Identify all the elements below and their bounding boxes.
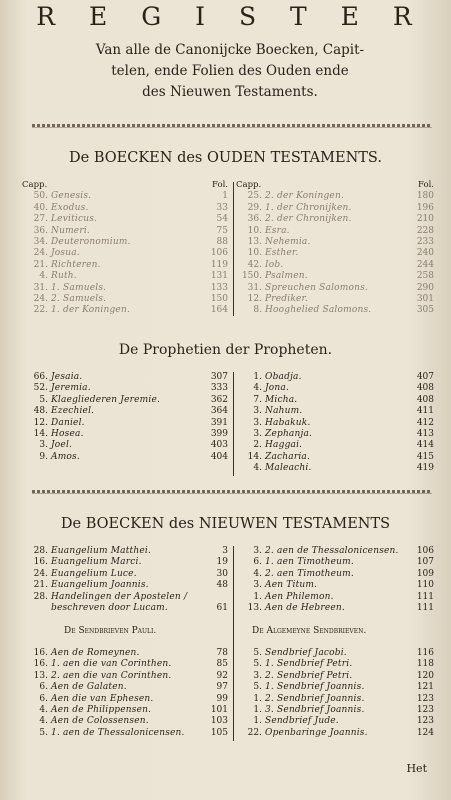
chapter-count: 24. <box>33 248 48 259</box>
column-divider <box>233 372 234 476</box>
book-name: Openbaringe Joannis. <box>265 727 368 738</box>
chapter-count: 50. <box>33 191 48 202</box>
register-row <box>22 580 228 591</box>
book-name: Daniel. <box>51 417 85 428</box>
ot-left-column <box>22 180 228 317</box>
folio-number: 107 <box>416 557 434 568</box>
chapter-count: 3. <box>253 670 262 681</box>
folio-number: 124 <box>416 727 434 738</box>
catchword: Het <box>406 762 427 775</box>
folio-number: 412 <box>416 417 434 428</box>
folio-number <box>202 592 228 603</box>
nt-right-column <box>236 546 434 614</box>
folio-number: 121 <box>416 682 434 693</box>
register-row <box>22 226 228 237</box>
book-name: Numeri. <box>51 225 90 236</box>
chapter-count: 6. <box>39 682 48 693</box>
chapter-count: 10. <box>247 248 262 259</box>
prophets-left-column <box>22 372 228 463</box>
chapter-count: 1. <box>253 693 262 704</box>
chapter-count: 34. <box>33 237 48 248</box>
fol-header: Fol. <box>212 180 228 190</box>
register-row <box>236 283 434 294</box>
column-divider <box>233 546 234 741</box>
folio-number: 111 <box>416 591 434 602</box>
folio-number: 228 <box>416 225 434 236</box>
folio-number: 105 <box>210 727 228 738</box>
register-row <box>22 694 228 705</box>
register-row <box>236 694 434 705</box>
register-row <box>236 226 434 237</box>
book-name: Aen de Colossensen. <box>51 716 149 727</box>
register-row <box>22 671 228 682</box>
folio-number: 88 <box>216 237 228 248</box>
book-name: Aen de Romeynen. <box>51 648 140 658</box>
folio-number: 123 <box>416 705 434 716</box>
chapter-count: 4. <box>39 271 48 282</box>
ornament-rule <box>32 124 432 127</box>
folio-number: 78 <box>216 648 228 658</box>
chapter-count: 3. <box>253 429 262 440</box>
folio-number: 120 <box>416 670 434 681</box>
book-name: 2. aen die van Corinthen. <box>51 670 172 681</box>
book-name: Maleachi. <box>265 463 312 474</box>
book-name: Aen die van Ephesen. <box>51 693 154 704</box>
register-row <box>236 728 434 739</box>
book-name: Obadja. <box>265 372 302 382</box>
chapter-count: 31. <box>33 282 48 293</box>
register-row <box>236 203 434 214</box>
folio-number: 123 <box>416 693 434 704</box>
book-name: Zacharia. <box>265 451 311 462</box>
chapter-count: 3. <box>253 417 262 428</box>
book-name: 3. Sendbrief Joannis. <box>265 705 365 716</box>
book-name: 1. aen Timotheum. <box>265 557 354 568</box>
chapter-count: 1. <box>253 716 262 727</box>
column-divider <box>233 182 234 316</box>
chapter-count: 13. <box>247 237 262 248</box>
folio-number: 408 <box>416 383 434 394</box>
subtitle-line: Van alle de Canonijcke Boecken, Capit- <box>95 42 365 58</box>
prophets-heading: De Prophetien der Propheten. <box>118 342 333 358</box>
chapter-count: 36. <box>33 225 48 236</box>
book-name: Klaegliederen Jeremie. <box>51 394 161 405</box>
chapter-count: 24. <box>33 568 48 579</box>
register-row <box>22 260 228 271</box>
register-row <box>22 546 228 557</box>
book-name: Hooghelied Salomons. <box>265 305 372 316</box>
book-name: Ezechiel. <box>51 406 95 417</box>
book-name: Haggai. <box>265 440 303 451</box>
book-name: 1. Sendbrief Joannis. <box>265 682 365 693</box>
register-row <box>22 383 228 394</box>
chapter-count: 40. <box>33 202 48 213</box>
book-name: Handelingen der Apostelen / <box>51 591 188 602</box>
general-epistles-caption: De Algemeyne Sendbrieven. <box>252 626 367 636</box>
register-row <box>236 546 434 557</box>
register-row <box>236 452 434 463</box>
page-title: R E G I S T E R <box>36 2 425 31</box>
register-row <box>22 659 228 670</box>
folio-number: 414 <box>416 440 434 451</box>
register-row <box>22 682 228 693</box>
folio-number: 109 <box>416 568 434 579</box>
chapter-count: 42. <box>247 259 262 270</box>
register-row <box>236 603 434 614</box>
register-row <box>22 429 228 440</box>
chapter-count: 1. <box>253 372 262 382</box>
subtitle-line: telen, ende Folien des Ouden ende <box>111 63 349 79</box>
register-row <box>22 406 228 417</box>
chapter-count: 7. <box>253 394 262 405</box>
book-name: Josua. <box>51 248 80 259</box>
chapter-count: 16. <box>33 557 48 568</box>
register-row <box>22 283 228 294</box>
folio-number: 97 <box>216 682 228 693</box>
prophets-right-column <box>236 372 434 475</box>
register-row <box>22 648 228 659</box>
chapter-count: 25. <box>247 191 262 202</box>
folio-number: 118 <box>416 659 434 670</box>
folio-number: 92 <box>216 670 228 681</box>
chapter-count: 14. <box>33 429 48 440</box>
chapter-count: 2. <box>253 440 262 451</box>
folio-number: 391 <box>210 417 228 428</box>
register-row <box>22 705 228 716</box>
register-row <box>22 728 228 739</box>
register-row <box>236 406 434 417</box>
chapter-count: 22. <box>33 305 48 316</box>
chapter-count: 13. <box>247 603 262 614</box>
register-row <box>236 569 434 580</box>
folio-number: 33 <box>216 202 228 213</box>
nt-left-column <box>22 546 228 614</box>
book-name: Euangelium Luce. <box>51 568 137 579</box>
folio-number: 48 <box>216 580 228 591</box>
register-row <box>22 305 228 316</box>
book-name: Aen Philemon. <box>265 591 334 602</box>
chapter-count: 9. <box>39 451 48 462</box>
chapter-count: 16. <box>33 659 48 670</box>
register-row <box>22 557 228 568</box>
book-name: Exodus. <box>51 202 89 213</box>
register-row <box>236 294 434 305</box>
book-name: Aen de Philippensen. <box>51 705 152 716</box>
register-row <box>236 716 434 727</box>
book-name: Aen Titum. <box>265 580 318 591</box>
register-row <box>236 271 434 282</box>
book-name: Jeremia. <box>51 383 91 394</box>
register-row <box>236 429 434 440</box>
book-name: Genesis. <box>51 191 92 202</box>
folio-number: 106 <box>210 248 228 259</box>
folio-number: 407 <box>416 372 434 382</box>
chapter-count: 1. <box>253 705 262 716</box>
ornament-rule <box>32 490 432 493</box>
book-name: 1. aen die van Corinthen. <box>51 659 172 670</box>
chapter-count: 21. <box>33 259 48 270</box>
book-name: 2. Samuels. <box>51 294 107 305</box>
register-row <box>22 418 228 429</box>
chapter-count: 12. <box>247 294 262 305</box>
folio-number: 196 <box>416 202 434 213</box>
folio-number: 116 <box>416 648 434 658</box>
register-row <box>236 682 434 693</box>
chapter-count: 5. <box>39 727 48 738</box>
folio-number: 290 <box>416 282 434 293</box>
register-row <box>236 305 434 316</box>
chapter-count: 22. <box>247 727 262 738</box>
book-name: Nehemia. <box>265 237 311 248</box>
folio-number: 103 <box>210 716 228 727</box>
chapter-count <box>22 603 51 614</box>
folio-number: 75 <box>216 225 228 236</box>
folio-number: 240 <box>416 248 434 259</box>
register-row <box>22 203 228 214</box>
new-testament-heading: De BOECKEN des NIEUWEN TESTAMENTS <box>60 516 391 532</box>
folio-number: 54 <box>216 214 228 225</box>
folio-number: 244 <box>416 259 434 270</box>
register-row <box>22 716 228 727</box>
book-name: 2. der Koningen. <box>265 191 345 202</box>
book-name: Amos. <box>51 451 80 462</box>
book-name: Spreuchen Salomons. <box>265 282 369 293</box>
folio-number: 419 <box>416 463 434 474</box>
old-testament-heading: De BOECKEN des OUDEN TESTAMENTS. <box>69 150 382 166</box>
chapter-count: 3. <box>253 406 262 417</box>
folio-number: 3 <box>222 546 228 556</box>
chapter-count: 36. <box>247 214 262 225</box>
chapter-count: 5. <box>253 648 262 658</box>
register-row <box>22 271 228 282</box>
folio-number: 413 <box>416 429 434 440</box>
book-name: Euangelium Joannis. <box>51 580 149 591</box>
folio-number: 131 <box>210 271 228 282</box>
folio-number: 399 <box>210 429 228 440</box>
register-row <box>236 705 434 716</box>
chapter-count: 14. <box>247 451 262 462</box>
book-name: Esra. <box>265 225 290 236</box>
chapter-count: 4. <box>39 705 48 716</box>
register-row <box>22 440 228 451</box>
chapter-count: 5. <box>39 394 48 405</box>
chapter-count: 6. <box>253 557 262 568</box>
folio-number: 404 <box>210 451 228 462</box>
folio-number: 411 <box>416 406 434 417</box>
book-name: Aen de Hebreen. <box>265 603 345 614</box>
chapter-count: 1. <box>253 591 262 602</box>
chapter-count: 29. <box>247 202 262 213</box>
folio-number: 110 <box>416 580 434 591</box>
folio-number: 403 <box>210 440 228 451</box>
book-name: 2. aen de Thessalonicensen. <box>265 546 399 556</box>
register-row <box>236 395 434 406</box>
book-name: Prediker. <box>265 294 309 305</box>
register-row <box>236 592 434 603</box>
capp-header: Capp. <box>236 180 262 190</box>
book-name: Habakuk. <box>265 417 311 428</box>
register-row <box>236 463 434 474</box>
fol-header: Fol. <box>418 180 434 190</box>
folio-number: 111 <box>416 603 434 614</box>
chapter-count: 150. <box>241 271 262 282</box>
chapter-count: 3. <box>253 580 262 591</box>
folio-number: 210 <box>416 214 434 225</box>
book-name: 2. Sendbrief Petri. <box>265 670 353 681</box>
book-name: 1. der Chronijken. <box>265 202 352 213</box>
chapter-count: 52. <box>33 383 48 394</box>
register-row <box>236 580 434 591</box>
book-name: Hosea. <box>51 429 84 440</box>
register-row <box>236 440 434 451</box>
folio-number: 133 <box>210 282 228 293</box>
register-row <box>22 592 228 603</box>
folio-number: 61 <box>216 603 228 614</box>
book-name: Sendbrief Jacobi. <box>265 648 347 658</box>
chapter-count: 5. <box>253 682 262 693</box>
folio-number: 123 <box>416 716 434 727</box>
chapter-count: 3. <box>39 440 48 451</box>
paul-epistles-column <box>22 648 228 739</box>
book-name: Leviticus. <box>51 214 98 225</box>
book-name: 2. Sendbrief Joannis. <box>265 693 365 704</box>
folio-number: 301 <box>416 294 434 305</box>
folio-number: 307 <box>210 372 228 382</box>
book-name: Nahum. <box>265 406 303 417</box>
folio-number: 150 <box>210 294 228 305</box>
book-name: Ruth. <box>51 271 77 282</box>
paul-epistles-caption: De Sendbrieven Pauli. <box>64 626 157 636</box>
general-epistles-column <box>236 648 434 739</box>
register-row <box>22 237 228 248</box>
folio-number: 99 <box>216 693 228 704</box>
chapter-count: 4. <box>253 568 262 579</box>
book-name: Euangelium Matthei. <box>51 546 152 556</box>
register-row <box>22 191 228 202</box>
book-name: Iob. <box>265 259 284 270</box>
register-row <box>236 648 434 659</box>
register-row <box>22 248 228 259</box>
book-name: Richteren. <box>51 259 101 270</box>
book-name: 2. der Chronijken. <box>265 214 352 225</box>
folio-number: 106 <box>416 546 434 556</box>
book-name: Joel. <box>51 440 73 451</box>
register-row <box>236 372 434 383</box>
book-name: 1. aen de Thessalonicensen. <box>51 727 185 738</box>
chapter-count: 66. <box>33 372 48 382</box>
register-row <box>236 237 434 248</box>
chapter-count: 5. <box>253 659 262 670</box>
folio-number: 362 <box>210 394 228 405</box>
book-name: Jesaia. <box>51 372 83 382</box>
chapter-count: 31. <box>247 282 262 293</box>
chapter-count: 28. <box>33 546 48 556</box>
folio-number: 233 <box>416 237 434 248</box>
book-name: Jona. <box>265 383 290 394</box>
register-row <box>236 418 434 429</box>
book-name: 1. Sendbrief Petri. <box>265 659 353 670</box>
chapter-count: 21. <box>33 580 48 591</box>
book-name: Esther. <box>265 248 299 259</box>
folio-number: 180 <box>416 191 434 202</box>
chapter-count: 10. <box>247 225 262 236</box>
folio-number: 85 <box>216 659 228 670</box>
book-name: Micha. <box>265 394 298 405</box>
register-row <box>236 214 434 225</box>
chapter-count: 4. <box>39 716 48 727</box>
book-name: beschreven door Lucam. <box>51 603 168 614</box>
register-row <box>236 191 434 202</box>
folio-number: 119 <box>210 259 228 270</box>
subtitle-line: des Nieuwen Testaments. <box>142 84 318 100</box>
chapter-count: 4. <box>253 383 262 394</box>
chapter-count: 16. <box>33 648 48 658</box>
book-name: 2. aen Timotheum. <box>265 568 354 579</box>
chapter-count: 48. <box>33 406 48 417</box>
folio-number: 408 <box>416 394 434 405</box>
register-row <box>236 248 434 259</box>
folio-number: 333 <box>210 383 228 394</box>
register-row <box>236 557 434 568</box>
capp-header: Capp. <box>22 180 48 190</box>
folio-number: 415 <box>416 451 434 462</box>
chapter-count: 4. <box>253 463 262 474</box>
book-name: Deuteronomium. <box>51 237 131 248</box>
folio-number: 30 <box>216 568 228 579</box>
chapter-count: 24. <box>33 294 48 305</box>
register-row <box>236 260 434 271</box>
folio-number: 1 <box>222 191 228 202</box>
register-row <box>236 383 434 394</box>
book-name: Euangelium Marci. <box>51 557 142 568</box>
book-name: Aen de Galaten. <box>51 682 127 693</box>
book-name: Zephanja. <box>265 429 313 440</box>
page-subtitle <box>40 40 420 103</box>
ot-right-column <box>236 180 434 317</box>
folio-number: 258 <box>416 271 434 282</box>
chapter-count: 27. <box>33 214 48 225</box>
register-row <box>22 569 228 580</box>
chapter-count: 13. <box>33 670 48 681</box>
register-row <box>22 214 228 225</box>
register-row <box>22 452 228 463</box>
register-row <box>22 603 228 614</box>
register-row <box>22 395 228 406</box>
folio-number: 164 <box>210 305 228 316</box>
chapter-count: 8. <box>253 305 262 316</box>
book-name: 1. der Koningen. <box>51 305 131 316</box>
chapter-count: 28. <box>33 591 48 602</box>
folio-number: 101 <box>210 705 228 716</box>
folio-number: 19 <box>216 557 228 568</box>
chapter-count: 3. <box>253 546 262 556</box>
book-name: Sendbrief Jude. <box>265 716 339 727</box>
register-row <box>236 671 434 682</box>
folio-number: 305 <box>416 305 434 316</box>
chapter-count: 12. <box>33 417 48 428</box>
register-row <box>236 659 434 670</box>
register-row <box>22 372 228 383</box>
register-row <box>22 294 228 305</box>
chapter-count: 6. <box>39 693 48 704</box>
book-name: 1. Samuels. <box>51 282 107 293</box>
book-name: Psalmen. <box>265 271 308 282</box>
folio-number: 364 <box>210 406 228 417</box>
